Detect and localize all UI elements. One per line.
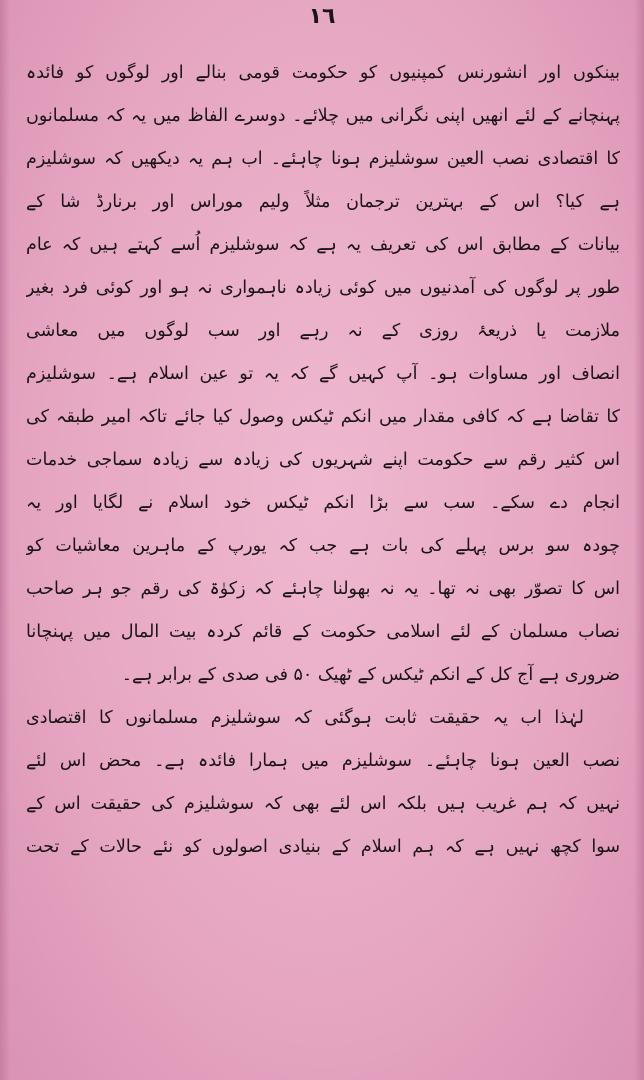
text-line: سوا کچھ نہیں ہے کہ ہم اسلام کے بنیادی اصولوں کو نئے حالات کے تحت <box>26 837 620 857</box>
text-line: ضروری ہے آج کل کے انکم ٹیکس کے ٹھیک ۵۰ فی صدی کے برابر ہے۔ <box>121 665 620 685</box>
text-line: پہنچانے کے لئے انھیں اپنی نگرانی میں چلائے۔ دوسرے الفاظ میں یہ کہ مسلمانوں <box>26 106 620 126</box>
text-line: نصب العین ہونا چاہئے۔ سوشلیزم میں ہمارا فائدہ ہے۔ محض اس لئے <box>26 751 620 771</box>
text-line: اس کا تصوّر بھی نہ تھا۔ یہ نہ بھولنا چاہئے کہ زکوٰۃ کی رقم جو ہر صاحب <box>26 579 620 599</box>
text-line: چودہ سو برس پہلے کی بات ہے جب کہ یورپ کے ماہرین معاشیات کو <box>26 536 620 556</box>
text-line: بیانات کے مطابق اس کی تعریف یہ ہے کہ سوشلیزم اُسے کہتے ہیں کہ عام <box>26 235 620 255</box>
text-line: انجام دے سکے۔ سب سے بڑا انکم ٹیکس خود اسلام نے لگایا اور یہ <box>26 493 620 513</box>
text-line: لہٰذا اب یہ حقیقت ثابت ہوگئی کہ سوشلیزم مسلمانوں کا اقتصادی <box>26 708 584 728</box>
text-line: نصاب مسلمان کے لئے اسلامی حکومت کے قائم کردہ بیت المال میں پہنچانا <box>26 622 620 642</box>
text-line: بینکوں اور انشورنس کمپنیوں کو حکومت قومی بنالے اور لوگوں کو فائدہ <box>26 63 620 83</box>
text-line: انصاف اور مساوات ہو۔ آپ کہیں گے کہ یہ تو عین اسلام ہے۔ سوشلیزم <box>26 364 620 384</box>
page-number: ١٦ <box>308 4 336 29</box>
text-line: ملازمت یا ذریعۂ روزی کے نہ رہے اور سب لوگوں میں معاشی <box>26 321 620 341</box>
page-edge-left <box>0 0 10 1080</box>
text-line: کا اقتصادی نصب العین سوشلیزم ہونا چاہئے۔ اب ہم یہ دیکھیں کہ سوشلیزم <box>26 149 620 169</box>
text-line: ہے کیا؟ اس کے بہترین ترجمان مثلاً ولیم موراس اور برنارڈ شا کے <box>26 192 620 212</box>
text-line: اس کثیر رقم سے حکومت اپنے شہریوں کی زیادہ سے زیادہ سماجی خدمات <box>26 450 620 470</box>
body-text <box>26 52 620 869</box>
text-line: کا تقاضا ہے کہ کافی مقدار میں انکم ٹیکس وصول کیا جائے تاکہ امیر طبقہ کی <box>26 407 620 427</box>
page-edge-right <box>634 0 644 1080</box>
text-line: نہیں کہ ہم غریب ہیں بلکہ اس لئے بھی کہ سوشلیزم کی حقیقت اس کے <box>26 794 620 814</box>
text-line: طور پر لوگوں کی آمدنیوں میں کوئی زیادہ ناہمواری نہ ہو اور کوئی فرد بغیر <box>26 278 620 298</box>
